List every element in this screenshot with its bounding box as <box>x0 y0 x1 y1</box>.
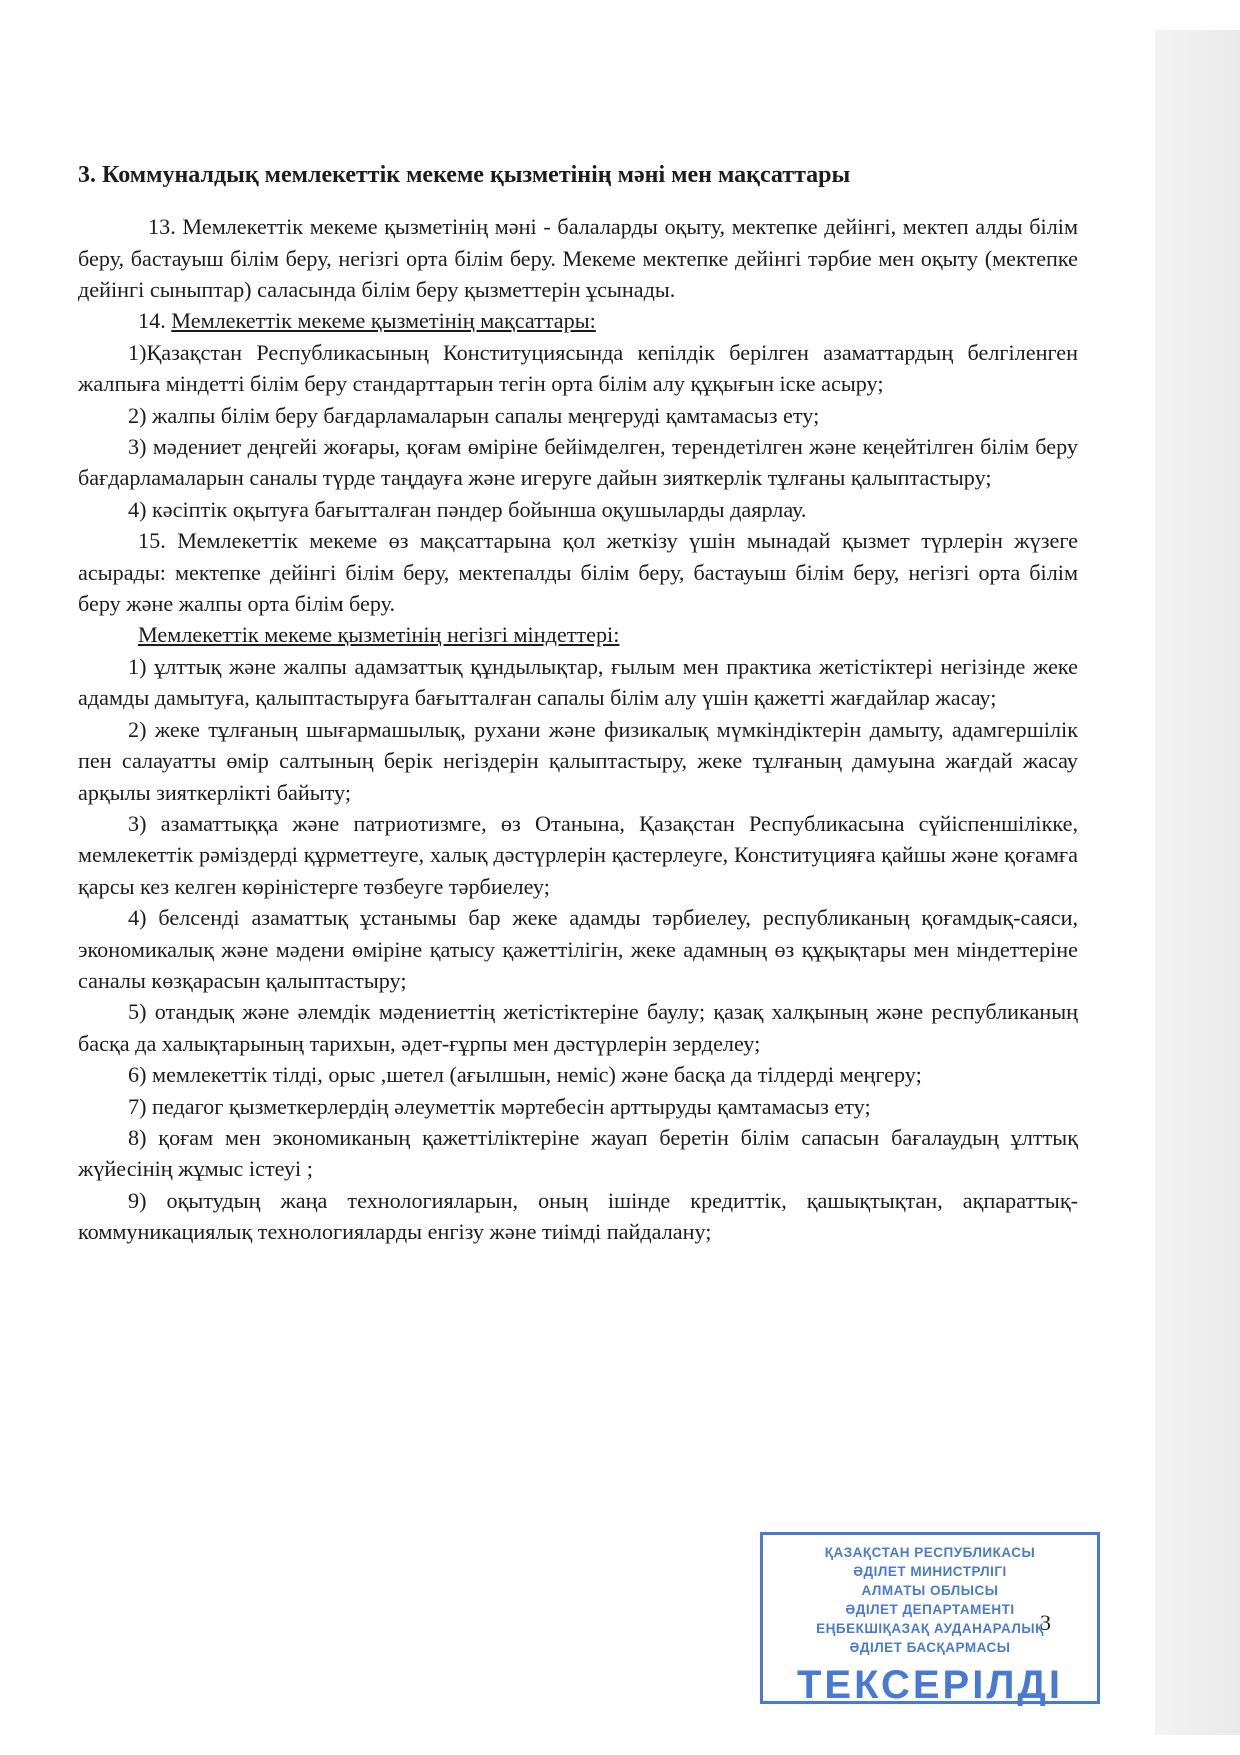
stamp-line: ӘДІЛЕТ МИНИСТРЛІГІ <box>853 1564 1007 1579</box>
task-item: 2) жеке тұлғаның шығармашылық, рухани және физикалық мүмкіндіктерін дамыту, адамгершілік пен салауатты өмір салтының берік негіздерін қалыптастыру, жеке тұлғаның дамуына жағдай жасау арқылы зияткерлікті байыту; <box>78 716 1078 805</box>
task-item: 4) белсенді азаматтық ұстанымы бар жеке адамды тәрбиелеу, республиканың қоғамдық-саяси, экономикалық және мәдени өміріне қатысу қажеттілігін, жеке адамның өз құқықтары мен міндеттеріне саналы көзқарасын қалыптастыру; <box>78 905 1078 993</box>
document-page <box>78 160 1078 1248</box>
stamp-line: АЛМАТЫ ОБЛЫСЫ <box>861 1583 999 1598</box>
goals-heading: Мемлекеттік мекеме қызметінің мақсаттары: <box>171 308 596 334</box>
section-title: 3. Коммуналдық мемлекеттік мекеме қызметінің мәні мен мақсаттары <box>78 162 851 188</box>
stamp-verified-text: ТЕКСЕРІЛДІ <box>796 1663 1064 1707</box>
paragraph-13: 13. Мемлекеттік мекеме қызметінің мәні - балаларды оқыту, мектепке дейінгі, мектеп алды білім беру, бастауыш білім беру, негізгі орта білім беру. Мекеме мектепке дейінгі тәрбие мен оқыту (мектепке дейінгі сыныптар) саласында білім беру қызметтерін ұсынады. <box>78 214 1078 302</box>
stamp-line: ЕҢБЕКШІҚАЗАҚ АУДАНАРАЛЫҚ <box>816 1621 1044 1636</box>
stamp-line: ӘДІЛЕТ БАСҚАРМАСЫ <box>849 1640 1011 1655</box>
task-item: 6) мемлекеттік тілді, орыс ,шетел (ағылшын, неміс) және басқа да тілдерді меңгеру; <box>128 1062 922 1088</box>
task-item: 5) отандық және әлемдік мәдениеттің жетістіктеріне баулу; қазақ халқының және республиканың басқа да халықтарының тарихын, әдет-ғұрпы мен дәстүрлерін зерделеу; <box>78 999 1078 1056</box>
goal-item: 1)Қазақстан Республикасының Конституциясында кепілдік берілген азаматтардың белгіленген жалпыға міндетті білім беру стандарттарын тегін орта білім алу құқығын іске асыру; <box>78 339 1078 397</box>
tasks-heading: Мемлекеттік мекеме қызметінің негізгі міндеттері: <box>138 622 620 648</box>
goal-item: 4) кәсіптік оқытуға бағытталған пәндер бойынша оқушыларды даярлау. <box>128 496 807 522</box>
page-number: 3 <box>1040 1610 1051 1635</box>
document-body <box>78 211 1078 1247</box>
goal-item: 2) жалпы білім беру бағдарламаларын сапалы меңгеруді қамтамасыз ету; <box>128 402 820 428</box>
paragraph-15: 15. Мемлекеттік мекеме өз мақсаттарына қол жеткізу үшін мынадай қызмет түрлерін жүзеге асырады: мектепке дейінгі білім беру, мектепалды білім беру, бастауыш білім беру, негізгі орта білім беру және жалпы орта білім беру. <box>78 528 1078 617</box>
task-item: 1) ұлттық және жалпы адамзаттық құндылықтар, ғылым мен практика жетістіктері негізінде жеке адамды дамытуға, қалыптастыруға бағытталған сапалы білім алу үшін қажетті жағдайлар жасау; <box>78 653 1078 711</box>
task-item: 7) педагог қызметкерлердің әлеуметтік мәртебесін арттыруды қамтамасыз ету; <box>128 1093 871 1119</box>
paragraph-14-heading <box>78 305 1078 336</box>
tasks-heading-line <box>78 619 1078 650</box>
task-item: 3) азаматтыққа және патриотизмге, өз Отанына, Қазақстан Республикасына сүйіспеншілікке, мемлекеттік рәміздерді құрметтеуге, халық дәстүрлерін қастерлеуге, Конституцияға қайшы және қоғамға қарсы кез келген көріністерге төзбеуге тәрбиелеу; <box>78 810 1078 899</box>
paragraph-14-number: 14. <box>138 308 172 334</box>
scan-edge-shadow <box>1155 30 1240 1735</box>
goal-item: 3) мәдениет деңгейі жоғары, қоғам өміріне бейімделген, терендетілген және кеңейтілген білім беру бағдарламаларын саналы түрде таңдауға және игеруге дайын зияткерлік тұлғаны қалыптастыру; <box>78 434 1078 491</box>
task-item: 9) оқытудың жаңа технологияларын, оның ішінде кредиттік, қашықтықтан, ақпараттық-коммуникациялық технологияларды енгізу және тиімді пайдалану; <box>78 1187 1078 1245</box>
stamp-line: ҚАЗАҚСТАН РЕСПУБЛИКАСЫ <box>824 1545 1036 1560</box>
task-item: 8) қоғам мен экономиканың қажеттіліктеріне жауап беретін білім сапасын бағалаудың ұлттық жүйесінің жұмыс істеуі ; <box>78 1124 1078 1182</box>
stamp-line: ӘДІЛЕТ ДЕПАРТАМЕНТІ <box>845 1602 1015 1617</box>
